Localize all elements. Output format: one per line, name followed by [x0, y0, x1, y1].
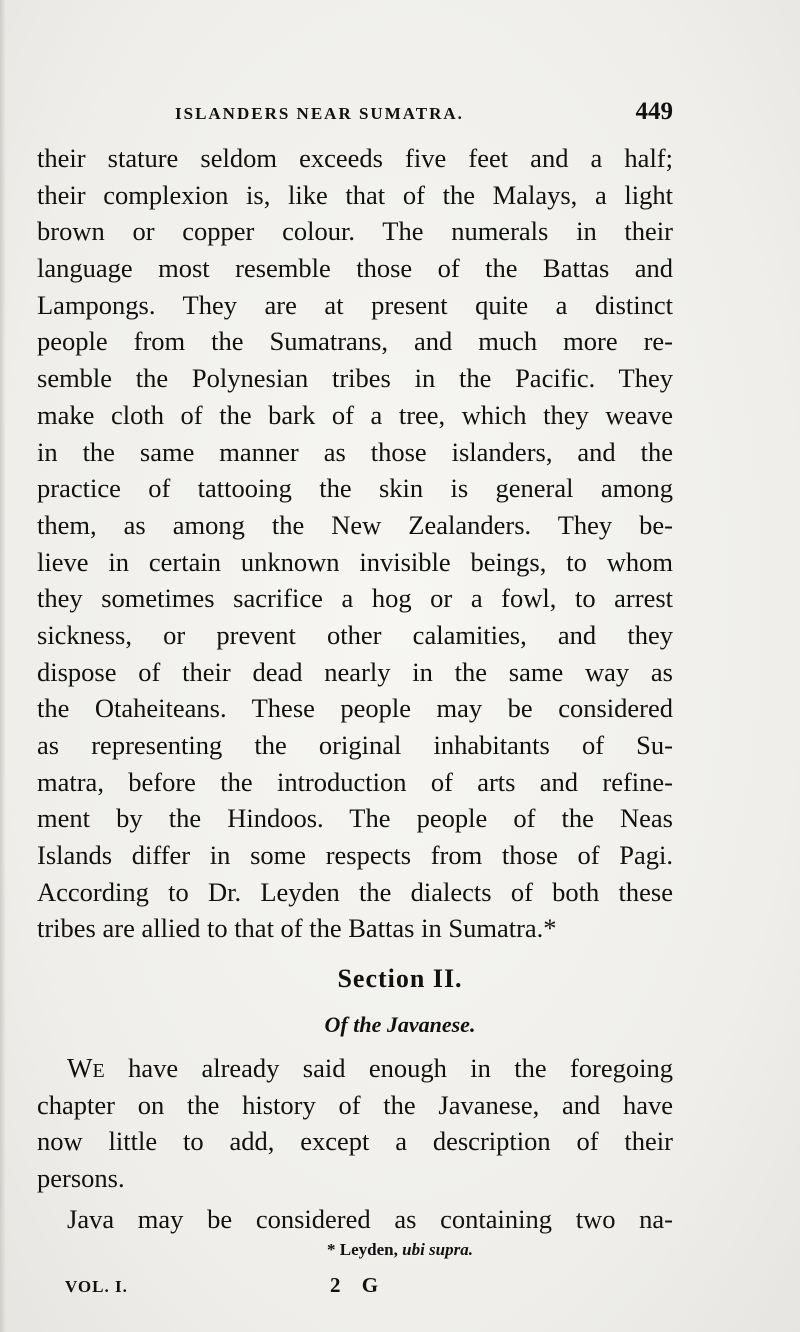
footnote	[0, 1240, 800, 1260]
section-heading	[0, 964, 800, 994]
text-line: their stature seldom exceeds five feet and a half;	[37, 143, 673, 173]
text-line: their complexion is, like that of the Malays, a light	[37, 179, 673, 210]
text-line: practice of tattooing the skin is general among	[37, 473, 673, 504]
text-line: they sometimes sacrifice a hog or a fowl, to arrest	[37, 583, 673, 614]
text-line: Islands differ in some respects from those of Pagi.	[37, 840, 673, 871]
text-line: tribes are allied to that of the Battas in Sumatra.*	[37, 913, 557, 944]
text-line: people from the Sumatrans, and much more re-	[37, 326, 673, 357]
section-subtitle-text: Of the Javanese.	[324, 1012, 476, 1037]
main-paragraph	[37, 140, 673, 947]
section-line: persons.	[37, 1163, 125, 1194]
text-line: semble the Polynesian tribes in the Pacific. They	[37, 363, 673, 394]
volume-label: VOL. I.	[65, 1277, 128, 1296]
text-line: sickness, or prevent other calamities, and they	[37, 619, 673, 650]
section-subtitle	[0, 1012, 800, 1038]
page-header	[37, 98, 673, 134]
drop-initial: W	[67, 1053, 93, 1083]
text-line: as representing the original inhabitants of Su-	[37, 730, 673, 760]
text-line: make cloth of the bark of a tree, which they weave	[37, 399, 673, 430]
section-paragraph-2-line: Java may be considered as containing two na-	[67, 1203, 673, 1234]
text-line: Lampongs. They are at present quite a distinct	[37, 289, 673, 320]
section-first-line	[37, 1050, 673, 1087]
signature-mark: 2 G	[330, 1273, 387, 1297]
section-heading-text: Section II.	[337, 964, 463, 993]
text-line: in the same manner as those islanders, and the	[37, 436, 673, 467]
text-line: language most resemble those of the Battas and	[37, 253, 673, 284]
running-head: ISLANDERS NEAR SUMATRA.	[175, 104, 464, 123]
text-line: brown or copper colour. The numerals in their	[37, 216, 673, 247]
footnote-text: * Leyden,	[327, 1240, 398, 1259]
section-line: now little to add, except a description of their	[37, 1126, 673, 1157]
text-line: According to Dr. Leyden the dialects of both these	[37, 876, 673, 907]
text-line: lieve in certain unknown invisible beings, to whom	[37, 546, 673, 577]
text-line: matra, before the introduction of arts and refine-	[37, 766, 673, 797]
page-number: 449	[635, 98, 673, 125]
section-first-line-text: have already said enough in the foregoing	[104, 1053, 673, 1083]
text-line: dispose of their dead nearly in the same way as	[37, 656, 673, 687]
page-edge-shadow	[0, 0, 6, 1332]
text-line: ment by the Hindoos. The people of the Neas	[37, 803, 673, 834]
drop-initial-rest: E	[92, 1060, 105, 1082]
section-line: chapter on the history of the Javanese, and have	[37, 1089, 673, 1120]
footnote-italic: ubi supra.	[402, 1240, 473, 1259]
section-body	[37, 1050, 673, 1237]
text-line: them, as among the New Zealanders. They be-	[37, 509, 673, 540]
text-line: the Otaheiteans. These people may be considered	[37, 693, 673, 724]
